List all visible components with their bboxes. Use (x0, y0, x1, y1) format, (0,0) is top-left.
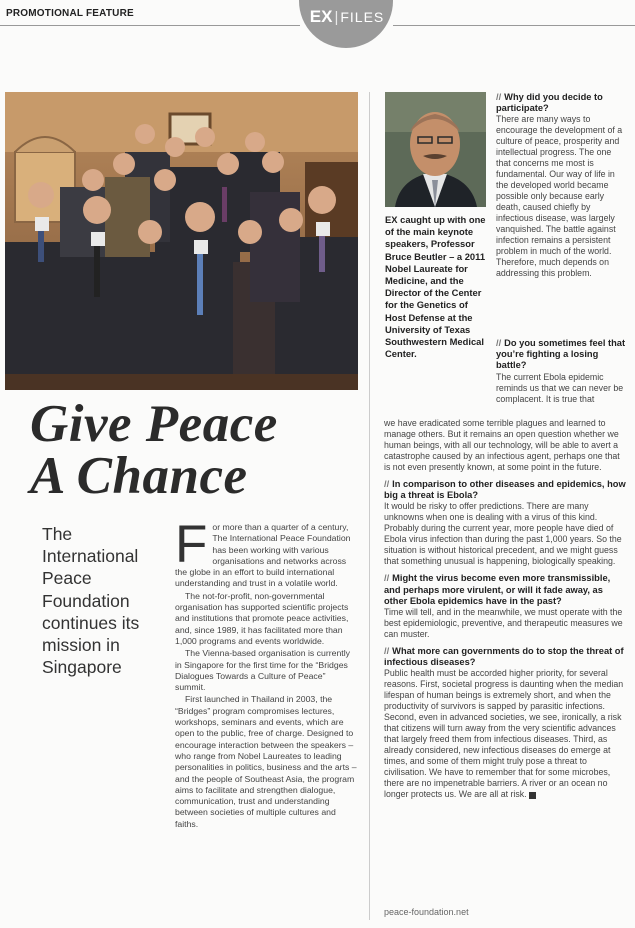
question-1 (496, 92, 628, 114)
interview-q1-block (496, 92, 628, 279)
double-slash-icon: // (496, 338, 502, 348)
end-square-icon (529, 792, 536, 799)
answer-2-continued: we have eradicated some terrible plagues and learned to manage others. But it remains an open question whether we human beings, with all our technology, will be able to avert a catastrophe caused by an infectious agent, perhaps one that is not even presently known, at some point in the future. (384, 418, 620, 472)
answer-2-start: The current Ebola epidemic reminds us that we can never be complacent. It is true that (496, 371, 624, 404)
section-label: PROMOTIONAL FEATURE (6, 8, 134, 19)
double-slash-icon: // (496, 92, 502, 102)
badge-ex: EX (309, 7, 333, 26)
header-rule-left (0, 25, 300, 26)
double-slash-icon: // (384, 646, 390, 657)
question-2 (496, 338, 628, 372)
footer-url: peace-foundation.net (384, 907, 469, 917)
answer-5 (384, 668, 628, 800)
question-4-text: Might the virus become even more transmissible, and perhaps more virulent, or will it fade away, as other Ebola epidemics have in the past? (384, 573, 611, 606)
interview-q2-block (496, 338, 628, 405)
question-4 (384, 573, 628, 607)
article-paragraph-1-text: or more than a quarter of a century, The International Peace Foundation has been working with various organisations and networks across the globe in an effort to build international understanding and trust in a volatile world. (175, 522, 351, 589)
headline-line-1: Give Peace (30, 395, 278, 453)
question-3-text: In comparison to other diseases and epidemics, how big a threat is Ebola? (384, 479, 626, 501)
header-rule-right (393, 25, 635, 26)
article-paragraph-4: First launched in Thailand in 2003, the “Bridges” program compromises lectures, workshops, seminars and events, which are open to the public, free of charge. Designed to encourage interaction between the speakers – who range from Nobel Laureates to leading personalities in politics, business and the arts – and the people of Southeast Asia, the program aims to facilitate and strengthen dialogue, communication, trust and understanding between societies of multiple cultures and faiths. (175, 694, 357, 829)
badge-files: FILES (340, 9, 385, 25)
article-body (175, 515, 358, 831)
group-photo (5, 92, 358, 390)
question-5-text: What more can governments do to stop the threat of infectious diseases? (384, 646, 624, 668)
standfirst: The International Peace Foundation continues its mission in Singapore (42, 524, 140, 678)
question-5 (384, 646, 628, 668)
headline (30, 395, 370, 505)
portrait-caption: EX caught up with one of the main keynote speakers, Professor Bruce Beutler – a 2011 Nobel Laureate for Medicine, and the Director of the Center for the Genetics of Host Defense at the University of Texas Southwestern Medical Center. (385, 214, 486, 360)
question-1-text: Why did you decide to participate? (496, 92, 603, 114)
section-badge-text (305, 7, 389, 27)
answer-5-text: Public health must be accorded higher priority, for several reasons. First, societal progress is daunting when the median lifespan of human beings is extremely short, and when the productivity of survivors is sapped by parasitic infections. Second, even in advanced societies, we see, ironically, a risk that citizens will turn away from the very scientific advances that largely freed them from infectious diseases. Third, as already considered, new infectious diseases do emerge at times, and some of them might truly pose a threat to civilisation. We have to remember that for some microbes, there are no impenetrable barriers. A river or an ocean no longer protects us. We are all at risk. (384, 668, 624, 800)
article-paragraph-1 (175, 515, 358, 590)
interview-continued (384, 398, 628, 800)
question-2-text: Do you sometimes feel that you’re fighting a losing battle? (496, 338, 626, 371)
question-3 (384, 479, 628, 501)
column-divider (369, 92, 370, 920)
badge-separator: | (334, 9, 339, 26)
double-slash-icon: // (384, 573, 390, 584)
double-slash-icon: // (384, 479, 390, 489)
answer-1: There are many ways to encourage the development of a culture of peace, prosperity and intellectual progress. The one that concerns me most is fundamental. Our way of life in the developed world became possible only because early death, caused chiefly by infectious disease, was largely vanquished. The battle against infection remains a persistent problem in much of the world. Therefore, much depends on addressing this problem. (496, 114, 623, 279)
drop-cap: F (175, 515, 208, 574)
article-paragraph-3: The Vienna-based organisation is currently in Singapore for the first time for the “Bridges Dialogues Towards a Culture of Peace” summit. (175, 648, 350, 693)
answer-4: Time will tell, and in the meanwhile, we must operate with the best epidemiologic, preventive, and therapeutic measures we can muster. (384, 607, 623, 640)
article-paragraph-2: The not-for-profit, non-governmental organisation has supported scientific projects and institutions that promote peace activities, and, since 1989, it has facilitated more than 1,000 programs and events worldwide. (175, 590, 349, 646)
speaker-portrait (385, 92, 486, 207)
answer-3: It would be risky to offer predictions. There are many unknowns when one is dealing with a virus of this kind. Probably during the current year, more people have died of Ebola virus infection than during the past 1,000 years. So the situation is without historical precedent, and we might guess that something unusual is happening, biologically speaking. (384, 501, 622, 567)
headline-line-2: A Chance (30, 447, 248, 505)
